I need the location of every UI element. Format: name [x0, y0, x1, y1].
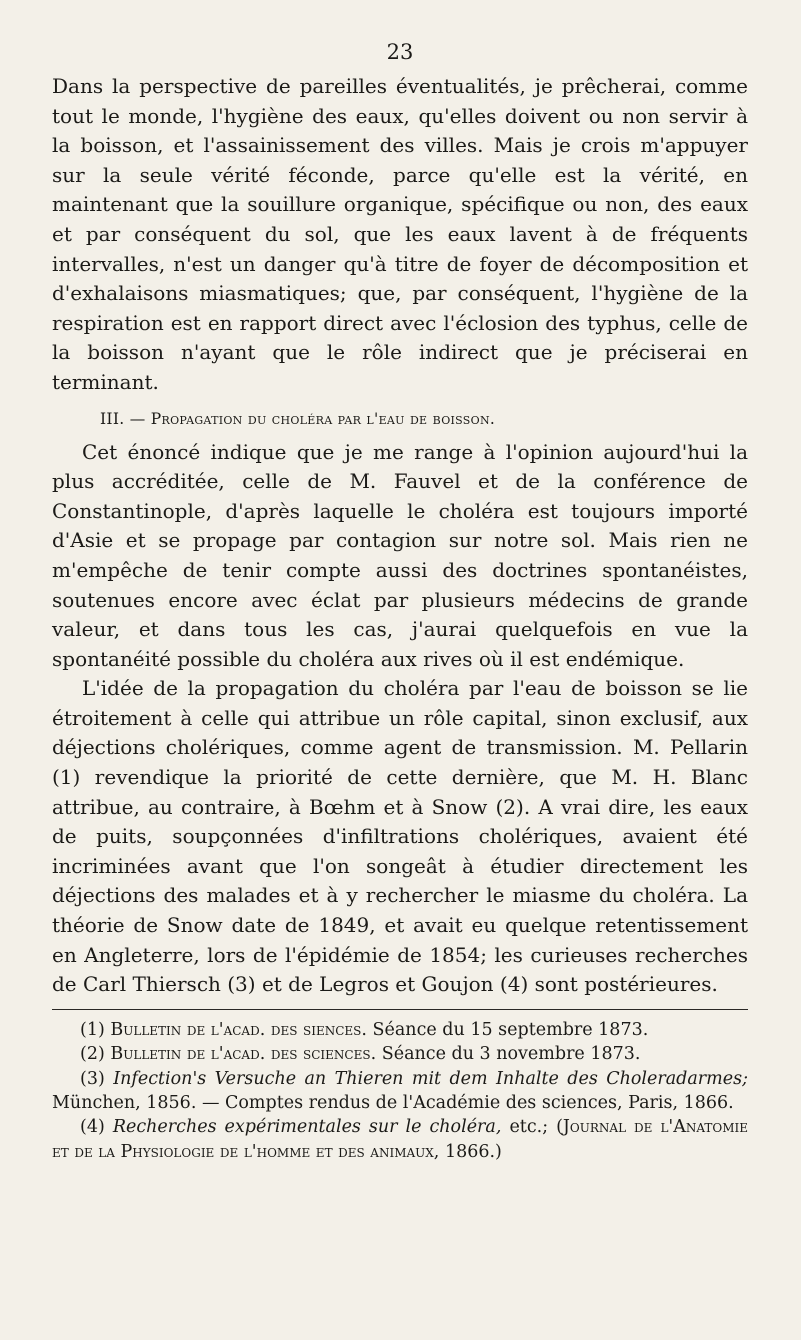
footnote-2-text: Séance du 3 novembre 1873.	[381, 1044, 641, 1065]
footnote-4	[52, 1115, 748, 1164]
footnote-1	[52, 1018, 748, 1042]
page-number: 23	[386, 40, 414, 64]
section-title: Propagation du choléra par l'eau de boisson.	[150, 409, 496, 428]
footnote-3	[52, 1067, 748, 1116]
footnotes	[52, 1018, 748, 1164]
footnote-2-source: Bulletin de l'acad. des sciences.	[110, 1044, 377, 1065]
footnote-4-source: Journal de l'Anatomie et de la Physiologie de l'homme et des animaux,	[52, 1117, 748, 1162]
footnote-3-text: München, 1856. — Comptes rendus de l'Académie des sciences, Paris, 1866.	[52, 1093, 734, 1114]
paragraph-1: Dans la perspective de pareilles éventualités, je prêcherai, comme tout le monde, l'hygiène des eaux, qu'elles doivent ou non servir à la boisson, et l'assainissement des villes. Mais je crois m'appuyer sur la seule vérité féconde, parce qu'elle est la vérité, en maintenant que la souillure organique, spécifique ou non, des eaux et par conséquent du sol, que les eaux lavent à de fréquents intervalles, n'est un danger qu'à titre de foyer de décomposition et d'exhalaisons miasmatiques; que, par conséquent, l'hygiène de la respiration est en rapport direct avec l'éclosion des typhus, celle de la boisson n'ayant que le rôle indirect que je préciserai en terminant.	[52, 74, 748, 394]
footnote-4-text-a: etc.; (	[509, 1117, 563, 1138]
footnote-divider	[52, 1009, 748, 1010]
footnote-3-title: Infection's Versuche an Thieren mit dem Inhalte des Choleradarmes;	[113, 1068, 748, 1089]
section-number: III.	[100, 409, 125, 428]
footnote-1-text: Séance du 15 septembre 1873.	[372, 1019, 649, 1040]
footnote-3-marker: (3)	[80, 1068, 105, 1089]
section-dash: —	[129, 409, 146, 428]
footnote-2-marker: (2)	[80, 1044, 105, 1065]
footnote-1-source: Bulletin de l'acad. des siences.	[110, 1019, 367, 1040]
book-page	[52, 40, 748, 1164]
footnote-2	[52, 1042, 748, 1066]
footnote-1-marker: (1)	[80, 1019, 105, 1040]
footnote-4-marker: (4)	[80, 1117, 105, 1138]
paragraph-2: Cet énoncé indique que je me range à l'opinion aujourd'hui la plus accréditée, celle de M. Fauvel et de la conférence de Constantinople, d'après laquelle le choléra est toujours importé d'Asie et se propage par contagion sur notre sol. Mais rien ne m'empêche de tenir compte aussi des doctrines spontanéistes, soutenues encore avec éclat par plusieurs médecins de grande valeur, et dans tous les cas, j'aurai quelquefois en vue la spontanéité possible du choléra aux rives où il est endémique.	[52, 439, 748, 671]
footnote-4-title: Recherches expérimentales sur le choléra,	[112, 1117, 502, 1138]
section-heading	[52, 404, 748, 434]
footnote-4-text-b: 1866.)	[444, 1141, 502, 1162]
paragraph-3: L'idée de la propagation du choléra par l'eau de boisson se lie étroitement à celle qui attribue un rôle capital, sinon exclusif, aux déjections cholériques, comme agent de transmission. M. Pellarin (1) revendique la priorité de cette dernière, que M. H. Blanc attribue, au contraire, à Bœhm et à Snow (2). A vrai dire, les eaux de puits, soupçonnées d'infiltrations cholériques, avaient été incriminées avant que l'on songeât à étudier directement les déjections des malades et à y rechercher le miasme du choléra. La théorie de Snow date de 1849, et avait eu quelque retentissement en Angleterre, lors de l'épidémie de 1854; les curieuses recherches de Carl Thiersch (3) et de Legros et Goujon (4) sont postérieures.	[52, 676, 748, 997]
